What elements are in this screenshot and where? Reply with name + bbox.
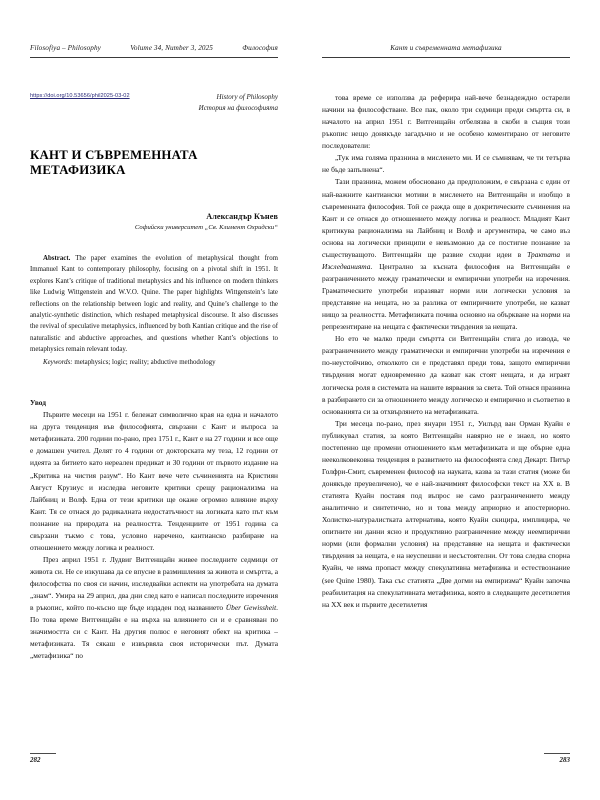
folio-rule — [30, 753, 56, 754]
author-affiliation: Софийски университет „Св. Климент Охридски“ — [134, 223, 278, 231]
page-number: 282 — [30, 756, 41, 764]
paragraph-quote: „Тук има голяма празнина в мисленето ми. И се съмнявам, че ти тетърва не бъде запълнена“. — [322, 153, 570, 175]
running-title: Кант и съвременната метафизика — [390, 44, 502, 52]
keywords-text: metaphysics; logic; reality; abductive methodology — [72, 358, 216, 366]
author-block — [30, 212, 278, 231]
page-right — [300, 0, 600, 800]
article-meta — [30, 92, 278, 114]
keywords — [30, 357, 278, 368]
paragraph: Тази празнина, можем обосновано да предположим, е свързана с един от най-важните кантиански мотиви в мисленето на Витгенщайн и изобщо в съвременната философия. Той се ражда още в докритическите съчинения на Кант и се отнася до отношението между логика и реалност. Младият Кант критикува рационализма на Лайбниц и Волф и аргументира, че само въз основа на логически принципи е невъзможно да се постигне познание за съществуващото. Витгенщайн ще развие сходни идеи в Трактата и Изследванията. Централно за късната философия на Витгенщайн е разграничението между граматически и емпирични употреби на изречения. Граматическите употреби изразяват норми или логически условия за представяне на нещата, но за разлика от емпиричните употреби, не казват нищо за реалността. Метафизиката почива основно на объркване на норми на репрезентиране на нещата с фактически твърдения за нещата. — [322, 177, 570, 332]
article-title: КАНТ И СЪВРЕМЕННАТА МЕТАФИЗИКА — [30, 147, 198, 177]
paragraph: Три месеца по-рано, през януари 1951 г., Уилърд ван Орман Куайн е публикувал статия, за която Витгенщайн навярно не е знаел, но която постепенно ще промени отношението към метафизиката и ще обърне една нееколковековна тенденция в развитието на философията след Декарт. Питър Голфри-Смит, съвременен философ на науката, казва за тази статия (може би донякъде преувеличено), че е най-значимият философски текст на ХХ в. В статията Куайн поставя под въпрос не само разграничението между аналитично и синтетично, но и това между априорно и апостериорно. Холистко-натуралистката алтернатива, която Куайн скицира, имплицира, че опитните ни данни ясно и продуктивно разграничение между неемпирични норми (или формални условия) на представяне на нещата и фактически твърдения за нещата, е на неуспешни и несъстоятелни. От това следва спорна Куайн, че няма пропаст между спекулативна метафизика и естествознание (see Quine 1980). Така със статията „Две догми на емпиризма“ Куайн започва реабилитация на спекулативната метафизика, която в следващите десетилетия на ХХ век и първите десетилетия — [322, 418, 570, 609]
page-number: 283 — [559, 756, 570, 764]
keywords-label: Keywords: — [43, 358, 73, 366]
abstract — [30, 253, 278, 356]
section-label — [199, 92, 278, 114]
left-column-body — [30, 409, 278, 662]
running-head-rule — [322, 57, 570, 58]
running-head-rule — [30, 57, 278, 58]
section-heading-uvod: Увод — [30, 398, 46, 408]
folio-rule — [544, 753, 570, 754]
paragraph: Но ето че малко преди смъртта си Витгенщайн стига до извода, че разграничението между граматически и емпирични употреби на изречения е по-неустойчиво, отколкото си е представял преди това, защото емпирични твърдения могат едновременно да казват как стоят нещата, и да играят логическа роля в системата на нашите вярвания за света. Той отнася празнина в разбирането си за отношението между логическо и емпирично и съответно в основанията си за отхвърлянето на метафизиката. — [322, 334, 570, 416]
running-head-left — [30, 44, 278, 66]
section-label-bg: История на философията — [198, 103, 278, 112]
journal-volume-line: Volume 34, Number 3, 2025 — [130, 44, 213, 52]
paragraph: това време се използва да реферира най-вече безнадеждно остарели начини на философстване. Все пак, около три седмици преди смъртта си, в началото на април 1951 г. Витгенщайн отбелязва в скоби в същия този ръкопис нещо донякъде загадъчно и не особено коментирано от неговите последователи: — [322, 93, 570, 151]
author-name: Александър Кънев — [206, 211, 278, 221]
folio-right — [544, 753, 570, 764]
journal-name-latin: Filosofiya – Philosophy — [30, 44, 101, 52]
abstract-text: The paper examines the evolution of metaphysical thought from Immanuel Kant to contemporary philosophy, focusing on a pivotal shift in 1951. It explores Kant’s critique of traditional metaphysics and his influence on modern thinkers like Ludwig Wittgenstein and W.V.O. Quine. The paper highlights Wittgenstein’s late reflections on the relationship between logic and reality, and Quine’s challenge to the analytic-synthetic distinction, which reshaped metaphysical discourse. It also discusses the revival of speculative metaphysics, influenced by both Kantian critique and the rise of naturalistic and abductive approaches, and questions whether Kant’s objections to metaphysics remain relevant today. — [30, 254, 278, 354]
journal-name-cyrillic: Философия — [242, 44, 278, 52]
paragraph: През април 1951 г. Лудвиг Витгенщайн живее последните седмици от живота си. Не се изкушава да се впусне в размишления за живота и смъртта, а философства по своя си начин, изследвайки аспекти на употребата на думата „знам“. Умира на 29 април, два дни след като е написал последните изречения в ръкопис, който по-късно ще бъде издаден под названието Über Gewissheit. По това време Витгенщайн е на върха на влиянието си и е сравняван по значимостта си с Кант. На другия полюс е неговият обект на критика – метафизиката. Тя сякаш е извървяла своя исторически път. Думата „метафизика“ по — [30, 554, 278, 661]
folio-left — [30, 753, 56, 764]
section-label-en: History of Philosophy — [216, 93, 278, 101]
paragraph: Първите месеци на 1951 г. бележат символично края на една и началото на друга тенденция във философията, свързани с Кант и въпроса за метафизиката. 200 години по-рано, през 1751 г., Кант е на 27 години и все още е домашен учител. Делят го 4 години от докторската му теза, 12 години от идеята за битието като нереален предикат и 30 години от първото издание на „Критика на чистия разум“. Но Кант вече чете съчиненията на Кристиян Август Крузиус и изследва неговите критики срещу рационализма на Лайбниц и Волф. Една от тези критики ще окаже огромно влияние върху Кант. Тя се отнася до радикалната недостатъчност на логиката като път към познание на природата на реалността. Тенденциите от 1951 година са свързани тъкмо с това, условно наречено, кантианско разбиране на отношението между логика и реалност. — [30, 410, 278, 552]
abstract-label: Abstract. — [43, 254, 71, 262]
running-head-right — [322, 44, 570, 66]
doi-link[interactable]: https://doi.org/10.53656/phil2025-03-02 — [30, 93, 130, 99]
right-column-body — [322, 92, 570, 611]
